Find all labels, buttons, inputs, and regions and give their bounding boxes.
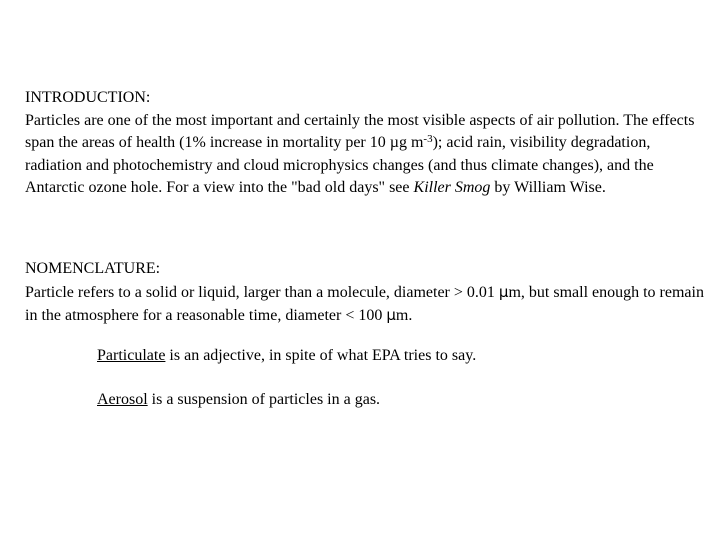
definition-text: is an adjective, in spite of what EPA tries to say.	[165, 347, 477, 364]
book-title: Killer Smog	[413, 179, 491, 196]
nomenclature-heading: NOMENCLATURE:	[25, 260, 161, 277]
exponent: -3	[423, 133, 433, 145]
nomenclature-paragraph	[25, 281, 705, 328]
definition-particulate	[97, 345, 697, 368]
introduction-text-2a: The effects span the areas of health (1% increase in mortality per 10	[25, 111, 695, 151]
introduction-sentence-1: Particles are one of the most important and certainly the most visible aspects of air pollution.	[25, 111, 620, 129]
introduction-text-2b: g m	[398, 134, 424, 151]
introduction-section	[25, 87, 705, 200]
introduction-heading: INTRODUCTION:	[25, 89, 151, 106]
introduction-text-2d: by William Wise.	[490, 179, 606, 196]
mu-symbol: µ	[498, 282, 509, 301]
nomenclature-text-2: m, but small enough to remain in the atmosphere for a reasonable time, diameter < 100	[25, 283, 704, 324]
mu-symbol: µ	[389, 134, 399, 151]
nomenclature-text-3: m.	[395, 307, 413, 324]
introduction-text-2c: ); acid rain, visibility degradation, radiation and photochemistry and cloud microphysics changes (and thus climate changes), and the Antarctic ozone hole. For a view into the "bad old days" see	[25, 134, 654, 196]
definition-text: is a suspension of particles in a gas.	[147, 391, 381, 408]
definition-aerosol	[97, 389, 697, 412]
nomenclature-text-1: Particle refers to a solid or liquid, larger than a molecule, diameter > 0.01	[25, 283, 499, 301]
mu-symbol: µ	[386, 306, 396, 324]
nomenclature-section	[25, 258, 705, 328]
introduction-paragraph	[25, 110, 705, 200]
definition-term: Particulate	[97, 347, 166, 364]
definition-term: Aerosol	[97, 391, 148, 408]
